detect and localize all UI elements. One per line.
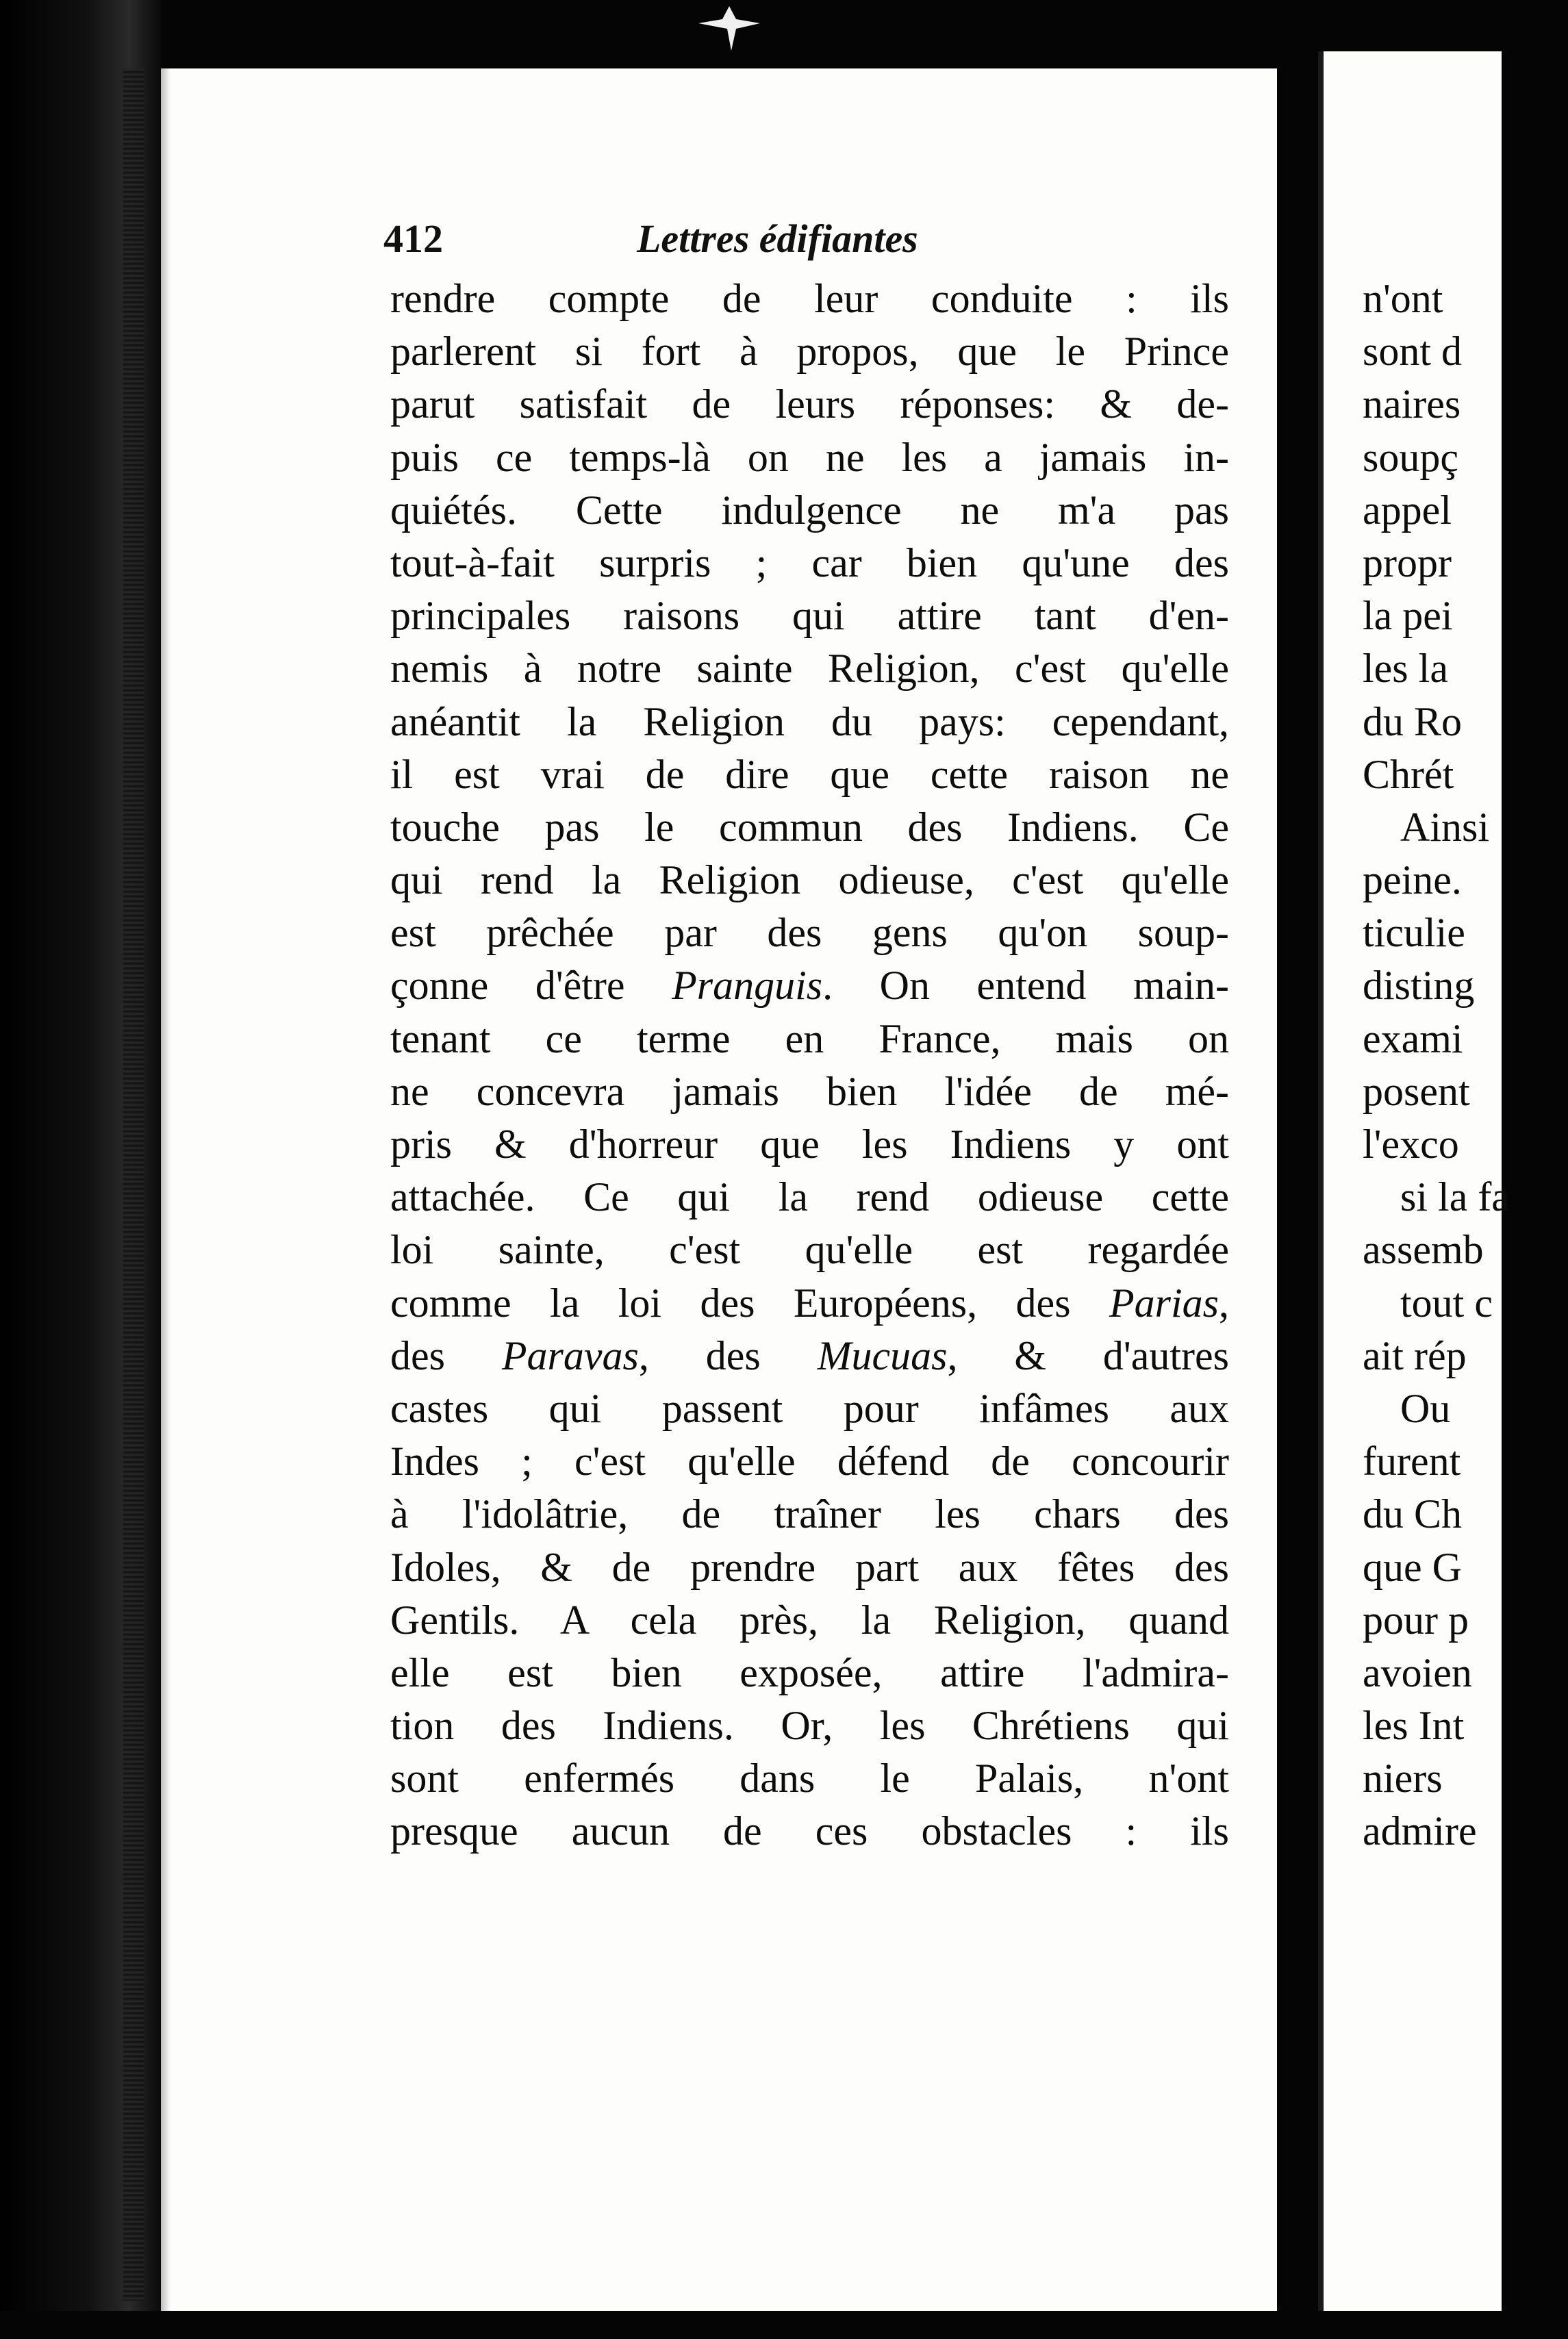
facing-text-line: soupç: [1363, 434, 1458, 480]
text-line: rendre compte de leur conduite : ils: [390, 276, 1229, 321]
facing-text-line: peine.: [1363, 857, 1462, 903]
facing-text-line: sont d: [1363, 329, 1463, 375]
facing-text-line: du Ch: [1363, 1491, 1463, 1537]
facing-text-line: furent: [1363, 1439, 1461, 1484]
text-line: parlerent si fort à propos, que le Prince: [390, 329, 1229, 375]
italic-term: Paravas: [501, 1332, 639, 1378]
text-line: qui rend la Religion odieuse, c'est qu'elle: [390, 857, 1229, 903]
text-line: loi sainte, c'est qu'elle est regardée: [390, 1227, 1229, 1273]
text-line: il est vrai de dire que cette raison ne: [390, 751, 1229, 797]
italic-term: Parias: [1109, 1280, 1219, 1326]
running-title: Lettres édifiantes: [637, 216, 918, 261]
facing-page-text: [1363, 273, 1568, 1858]
text-line: puis ce temps-là on ne les a jamais in-: [390, 434, 1229, 480]
page-shadow: [161, 68, 170, 2311]
text-line: nemis à notre sainte Religion, c'est qu'elle: [390, 646, 1229, 692]
facing-text-line: appel: [1363, 487, 1452, 533]
facing-text-line: ticulie: [1363, 910, 1465, 956]
text-line: castes qui passent pour infâmes aux: [390, 1385, 1229, 1431]
facing-text-line: posent: [1363, 1068, 1470, 1114]
facing-text-line: Chrét: [1363, 751, 1454, 797]
text-line: touche pas le commun des Indiens. Ce: [390, 804, 1229, 850]
facing-text-line: admire: [1363, 1808, 1477, 1854]
text-line: principales raisons qui attire tant d'en-: [390, 593, 1229, 639]
text-line: quiétés. Cette indulgence ne m'a pas: [390, 487, 1229, 533]
text-line-mixed: [390, 1330, 1229, 1382]
page-number: 412: [383, 216, 443, 261]
facing-text-line: les la: [1363, 646, 1448, 692]
facing-text-line: la pei: [1363, 593, 1453, 639]
text-run: comme la loi des Européens, des: [390, 1280, 1109, 1326]
facing-text-line: si la fa: [1400, 1174, 1510, 1220]
facing-text-line: propr: [1363, 540, 1452, 585]
facing-text-line: ait rép: [1363, 1332, 1467, 1378]
text-line: pris & d'horreur que les Indiens y ont: [390, 1122, 1229, 1167]
text-line: Gentils. A cela près, la Religion, quand: [390, 1597, 1229, 1643]
text-line: presque aucun de ces obstacles : ils: [390, 1808, 1229, 1854]
spine-edge: [123, 68, 144, 2301]
facing-text-line: exami: [1363, 1015, 1463, 1061]
text-line: Indes ; c'est qu'elle défend de concourir: [390, 1439, 1229, 1484]
text-run: ,: [1219, 1280, 1229, 1326]
text-run: des: [390, 1332, 502, 1378]
scan-border: [0, 2311, 1483, 2339]
facing-text-line: du Ro: [1363, 698, 1463, 744]
facing-text-line: naires: [1363, 381, 1461, 427]
text-run: . On entend main-: [822, 963, 1229, 1009]
facing-text-line: que G: [1363, 1544, 1462, 1590]
text-run: çonne d'être: [390, 963, 672, 1009]
italic-term: Mucuas: [817, 1332, 948, 1378]
italic-term: Pranguis: [672, 963, 823, 1009]
facing-text-line: pour p: [1363, 1597, 1469, 1643]
facing-text-line: tout c: [1400, 1280, 1493, 1326]
text-run: , des: [638, 1332, 818, 1378]
facing-text-line: Ainsi: [1400, 804, 1490, 850]
facing-text-line: avoien: [1363, 1649, 1472, 1695]
text-line: attachée. Ce qui la rend odieuse cette: [390, 1174, 1229, 1220]
facing-text-line: niers: [1363, 1756, 1443, 1801]
text-line: anéantit la Religion du pays: cependant,: [390, 698, 1229, 744]
text-line-mixed: [390, 959, 1229, 1012]
facing-text-line: assemb: [1363, 1227, 1484, 1273]
facing-text-line: n'ont: [1363, 276, 1443, 321]
text-line: est prêchée par des gens qu'on soup-: [390, 910, 1229, 956]
text-line: tion des Indiens. Or, les Chrétiens qui: [390, 1703, 1229, 1749]
text-run: , & d'autres: [947, 1332, 1230, 1378]
text-line: ne concevra jamais bien l'idée de mé-: [390, 1068, 1229, 1114]
text-line: elle est bien exposée, attire l'admira-: [390, 1649, 1229, 1695]
facing-text-line: l'exco: [1363, 1122, 1459, 1167]
text-line-mixed: [390, 1277, 1229, 1330]
facing-text-line: les Int: [1363, 1703, 1465, 1749]
text-line: parut satisfait de leurs réponses: & de-: [390, 381, 1229, 427]
printer-ornament-icon: [692, 3, 767, 58]
text-line: Idoles, & de prendre part aux fêtes des: [390, 1544, 1229, 1590]
text-line: à l'idolâtrie, de traîner les chars des: [390, 1491, 1229, 1537]
text-line: tout-à-fait surpris ; car bien qu'une des: [390, 540, 1229, 585]
facing-text-line: disting: [1363, 963, 1475, 1009]
facing-text-line: Ou: [1400, 1385, 1451, 1431]
text-line: sont enfermés dans le Palais, n'ont: [390, 1756, 1229, 1801]
body-text: [390, 273, 1229, 1858]
text-line: tenant ce terme en France, mais on: [390, 1015, 1229, 1061]
